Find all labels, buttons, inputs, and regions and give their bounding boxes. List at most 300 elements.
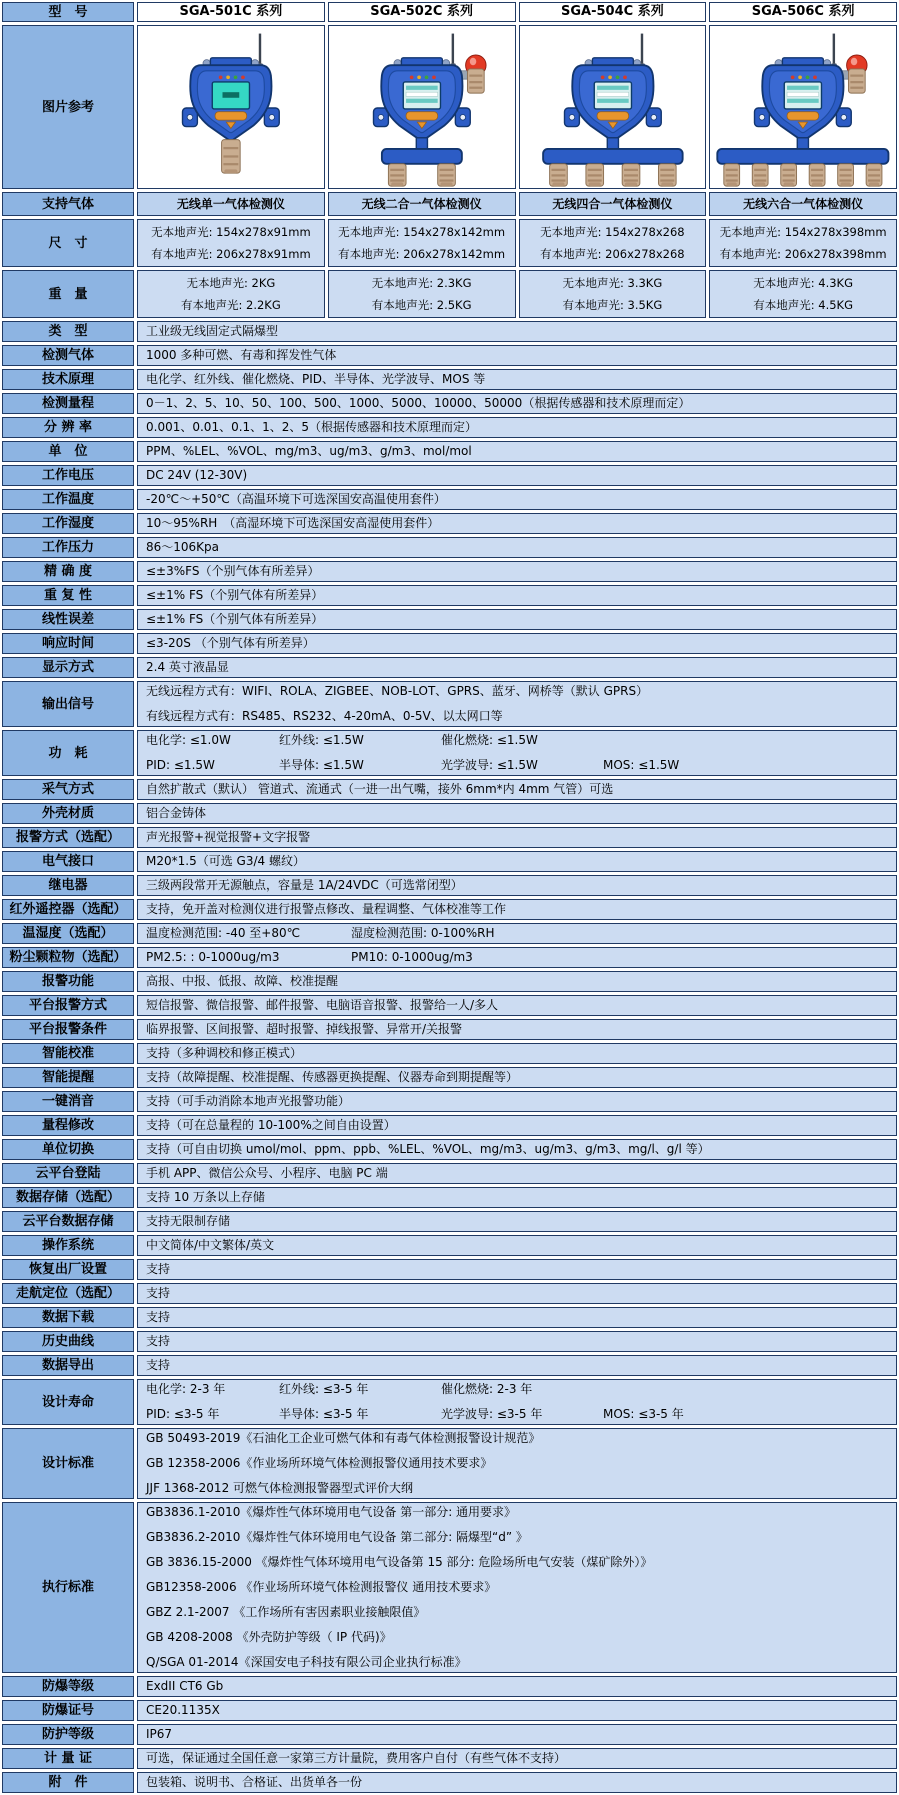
spec-value-line [146,998,888,1013]
spec-value-segment: 手机 APP、微信公众号、小程序、电脑 PC 端 [146,1166,388,1180]
weight-value [519,270,707,318]
spec-value-line [146,540,888,555]
spec-value-segment: 半导体: ≤1.5W [279,758,364,772]
spec-label: 工作电压 [2,465,134,486]
spec-value-line [146,660,888,675]
spec-value [137,1355,897,1376]
spec-label: 报警功能 [2,971,134,992]
spec-row [2,1115,897,1136]
spec-value-segment: M20*1.5（可选 G3/4 螺纹） [146,854,305,868]
spec-row [2,1772,897,1793]
spec-row [2,321,897,342]
spec-row [2,393,897,414]
spec-value [137,609,897,630]
spec-row [2,803,897,824]
spec-label: 技术原理 [2,369,134,390]
spec-value [137,1772,897,1793]
spec-label: 重 复 性 [2,585,134,606]
spec-value-segment: 中文简体/中文繁体/英文 [146,1238,275,1252]
spec-value [137,393,897,414]
spec-value [137,1428,897,1499]
spec-value [137,513,897,534]
spec-value [137,827,897,848]
model-name-sga506c: SGA-506C 系列 [709,2,897,22]
spec-value-segment: 工业级无线固定式隔爆型 [146,324,279,338]
spec-label: 采气方式 [2,779,134,800]
model-row-label: 型 号 [2,2,134,22]
spec-value-line [146,854,888,869]
spec-row [2,1259,897,1280]
spec-value [137,1211,897,1232]
spec-value-line [146,733,888,748]
detector-sensor [753,164,769,186]
spec-value-segment: 催化燃烧: ≤1.5W [441,733,538,747]
dimension-line: 有本地声光: 206x278x398mm [719,247,887,261]
detector-sensor [388,164,406,186]
weight-line: 有本地声光: 2.5KG [371,298,472,312]
spec-value-segment: 支持（可在总量程的 10-100%之间自由设置） [146,1118,396,1132]
spec-value-line [146,516,888,531]
spec-value-segment: 短信报警、微信报警、邮件报警、电脑语音报警、报警给一人/多人 [146,998,499,1012]
spec-label: 类 型 [2,321,134,342]
spec-value [137,1115,897,1136]
spec-value-line [146,1530,888,1545]
weight-value [137,270,325,318]
spec-value-line [146,564,888,579]
comparison-table [2,2,897,318]
dimension-line: 有本地声光: 206x278x91mm [151,247,311,261]
spec-value-segment: 半导体: ≤3-5 年 [279,1407,369,1421]
spec-label: 功 耗 [2,730,134,776]
spec-value-segment: 86～106Kpa [146,540,220,554]
product-image [709,25,897,189]
spec-label: 分 辨 率 [2,417,134,438]
spec-value-segment: -20℃～+50℃（高温环境下可选深国安高温使用套件） [146,492,446,506]
spec-value-segment: ≤±1% FS（个别气体有所差异） [146,588,324,602]
spec-value-line [146,1070,888,1085]
spec-value-segment: 支持（多种调校和修正模式） [146,1046,303,1060]
manifold-block [543,149,683,164]
spec-value-segment: IP67 [146,1727,173,1741]
spec-label: 防爆等级 [2,1676,134,1697]
lcd-screen [785,82,822,109]
spec-label: 走航定位（选配） [2,1283,134,1304]
spec-value [137,561,897,582]
spec-value-line [146,878,888,893]
dimension-row [2,219,897,267]
spec-label: 一键消音 [2,1091,134,1112]
spec-row [2,1139,897,1160]
spec-value-line [146,1190,888,1205]
spec-value [137,779,897,800]
spec-row [2,827,897,848]
spec-value-line [146,684,888,699]
model-name-sga502c: SGA-502C 系列 [328,2,516,22]
model-name-sga501c: SGA-501C 系列 [137,2,325,22]
spec-value-line [146,1555,888,1570]
detector-sensor [838,164,854,186]
spec-value-line [146,324,888,339]
support-value: 无线单一气体检测仪 [137,192,325,216]
spec-row [2,1502,897,1673]
spec-value-segment: GB 3836.15-2000 《爆炸性气体环境用电气设备第 15 部分: 危险场所电气安装（煤矿除外）》 [146,1555,653,1569]
spec-label: 报警方式（选配） [2,827,134,848]
spec-value-line [146,1456,888,1471]
support-row-label: 支持气体 [2,192,134,216]
spec-value-line [146,1407,888,1422]
weight-line: 无本地声光: 4.3KG [753,276,854,290]
dimension-line: 无本地声光: 154x278x268 [540,225,685,239]
spec-value-line [146,1238,888,1253]
spec-row [2,1163,897,1184]
spec-row [2,1091,897,1112]
spec-value-segment: 铝合金铸体 [146,806,207,820]
spec-row [2,609,897,630]
spec-value-segment: PPM、%LEL、%VOL、mg/m3、ug/m3、g/m3、mol/mol [146,444,472,458]
spec-value [137,947,897,968]
spec-value-line [146,468,888,483]
spec-label: 防护等级 [2,1724,134,1745]
spec-value-segment: 0－1、2、5、10、50、100、500、1000、5000、10000、50000（根据传感器和技术原理而定） [146,396,691,410]
spec-value [137,1379,897,1425]
spec-value [137,1019,897,1040]
spec-label: 操作系统 [2,1235,134,1256]
spec-value-line [146,1605,888,1620]
spec-label: 恢复出厂设置 [2,1259,134,1280]
dimension-line: 有本地声光: 206x278x268 [540,247,685,261]
spec-label: 数据导出 [2,1355,134,1376]
spec-value-segment: JJF 1368-2012 可燃气体检测报警器型式评价大纲 [146,1481,414,1495]
spec-value-segment: Q/SGA 01-2014《深国安电子科技有限公司企业执行标准》 [146,1655,467,1669]
spec-label: 设计标准 [2,1428,134,1499]
spec-value-segment: 红外线: ≤1.5W [279,733,364,747]
spec-value [137,657,897,678]
spec-value [137,1283,897,1304]
dimension-line: 无本地声光: 154x278x142mm [338,225,506,239]
spec-value [137,875,897,896]
spec-row [2,537,897,558]
spec-value [137,1235,897,1256]
weight-value [328,270,516,318]
spec-value-segment: GB 12358-2006《作业场所环境气体检测报警仪通用技术要求》 [146,1456,493,1470]
spec-value-line [146,1262,888,1277]
spec-label: 单 位 [2,441,134,462]
spec-value-segment: 0.001、0.01、0.1、1、2、5（根据传感器和技术原理而定） [146,420,478,434]
spec-value-segment: 临界报警、区间报警、超时报警、掉线报警、异常开/关报警 [146,1022,463,1036]
detector-sensor [585,164,603,186]
dimension-row-label: 尺 寸 [2,219,134,267]
dimension-value [137,219,325,267]
spec-value-line [146,1022,888,1037]
dimension-line: 无本地声光: 154x278x398mm [719,225,887,239]
product-image [519,25,707,189]
spec-value [137,1259,897,1280]
spec-value-line [146,1655,888,1670]
lcd-screen [212,82,249,109]
spec-label: 云平台数据存储 [2,1211,134,1232]
spec-value-segment: 10～95%RH （高湿环境下可选深国安高湿使用套件） [146,516,440,530]
model-name-sga504c: SGA-504C 系列 [519,2,707,22]
spec-value-line [146,396,888,411]
spec-value-line [146,1679,888,1694]
wireless-4in1-gas-detector [520,28,706,188]
spec-value-line [146,1727,888,1742]
manifold-block [382,149,462,164]
spec-value-line [146,950,888,965]
spec-row [2,585,897,606]
spec-value-line [146,348,888,363]
spec-value-segment: 温度检测范围: -40 至+80℃ [146,926,301,940]
weight-line: 有本地声光: 2.2KG [180,298,281,312]
spec-label: 工作湿度 [2,513,134,534]
spec-value-line [146,1166,888,1181]
wireless-6in1-gas-detector [710,28,896,188]
spec-value [137,537,897,558]
spec-value-line [146,1214,888,1229]
spec-value-line [146,492,888,507]
spec-value [137,1187,897,1208]
wireless-single-gas-detector [138,28,324,188]
spec-label: 粉尘颗粒物（选配） [2,947,134,968]
spec-row [2,369,897,390]
weight-line: 无本地声光: 3.3KG [562,276,663,290]
spec-row [2,1211,897,1232]
spec-row [2,851,897,872]
spec-value-line [146,1382,888,1397]
spec-value [137,851,897,872]
spec-value [137,971,897,992]
spec-value-line [146,1775,888,1790]
spec-value-line [146,420,888,435]
spec-value [137,1700,897,1721]
spec-row [2,681,897,727]
detector-sensor [222,140,241,173]
spec-value-segment: ExdII CT6 Gb [146,1679,224,1693]
spec-label: 电气接口 [2,851,134,872]
spec-value-segment: 电化学: ≤1.0W [146,733,231,747]
spec-value-line [146,926,888,941]
spec-value [137,1748,897,1769]
spec-row [2,465,897,486]
spec-value [137,465,897,486]
spec-value-line [146,902,888,917]
spec-row [2,923,897,944]
spec-row [2,633,897,654]
spec-value [137,1043,897,1064]
spec-value-line [146,1481,888,1496]
spec-row [2,1379,897,1425]
dimension-line: 有本地声光: 206x278x142mm [338,247,506,261]
support-value: 无线二合一气体检测仪 [328,192,516,216]
spec-value-segment: 高报、中报、低报、故障、校准提醒 [146,974,339,988]
spec-value-line [146,636,888,651]
spec-value-segment: 支持 [146,1262,171,1276]
weight-line: 有本地声光: 3.5KG [562,298,663,312]
wireless-2in1-gas-detector [329,28,515,188]
detector-sensor [549,164,567,186]
image-row [2,25,897,189]
spec-value [137,369,897,390]
spec-value-line [146,372,888,387]
support-value: 无线四合一气体检测仪 [519,192,707,216]
spec-label: 外壳材质 [2,803,134,824]
spec-row [2,1748,897,1769]
spec-value-line [146,1094,888,1109]
weight-row [2,270,897,318]
detector-sensor [622,164,640,186]
spec-value [137,1724,897,1745]
spec-value [137,681,897,727]
spec-row [2,730,897,776]
weight-line: 有本地声光: 4.5KG [753,298,854,312]
spec-label: 执行标准 [2,1502,134,1673]
spec-row [2,657,897,678]
spec-value-segment: MOS: ≤3-5 年 [603,1407,684,1421]
spec-row [2,1676,897,1697]
spec-value-segment: ≤3-20S （个别气体有所差异） [146,636,315,650]
spec-value [137,489,897,510]
lcd-screen [403,82,440,109]
spec-value [137,730,897,776]
spec-value-segment: PM2.5: : 0-1000ug/m3 [146,950,280,964]
spec-value [137,1307,897,1328]
spec-row [2,947,897,968]
spec-value-segment: 支持无限制存储 [146,1214,231,1228]
spec-row [2,1307,897,1328]
spec-value-segment: 无线远程方式有：WIFI、ROLA、ZIGBEE、NOB-LOT、GPRS、蓝牙、网桥等（默认 GPRS） [146,684,649,698]
spec-row [2,513,897,534]
spec-value-segment: CE20.1135X [146,1703,220,1717]
spec-value-segment: PID: ≤1.5W [146,758,215,772]
spec-value [137,1331,897,1352]
spec-value [137,345,897,366]
spec-label: 检测量程 [2,393,134,414]
spec-value-segment: 1000 多种可燃、有毒和挥发性气体 [146,348,337,362]
spec-value-segment: 有线远程方式有：RS485、RS232、4-20mA、0-5V、以太网口等 [146,709,503,723]
spec-row [2,345,897,366]
spec-label: 数据下载 [2,1307,134,1328]
spec-row [2,995,897,1016]
spec-row [2,1187,897,1208]
spec-label: 单位切换 [2,1139,134,1160]
spec-row [2,1283,897,1304]
spec-row [2,1067,897,1088]
spec-row [2,1019,897,1040]
spec-row [2,779,897,800]
spec-value-segment: 支持（故障提醒、校准提醒、传感器更换提醒、仪器寿命到期提醒等） [146,1070,519,1084]
spec-label: 响应时间 [2,633,134,654]
spec-value-line [146,1703,888,1718]
detector-sensor [866,164,882,186]
spec-value [137,1163,897,1184]
spec-value-segment: 自然扩散式（默认） 管道式、流通式（一进一出气嘴，接外 6mm*内 4mm 气管）可选 [146,782,614,796]
spec-value [137,417,897,438]
spec-row [2,1428,897,1499]
spec-row [2,1235,897,1256]
spec-value [137,321,897,342]
spec-row [2,441,897,462]
spec-value-line [146,830,888,845]
spec-value-line [146,588,888,603]
spec-value [137,1676,897,1697]
spec-value-line [146,612,888,627]
dimension-line: 无本地声光: 154x278x91mm [151,225,311,239]
spec-value-segment: 支持 [146,1286,171,1300]
spec-table [2,321,897,1793]
spec-value-line [146,1334,888,1349]
spec-value-line [146,1358,888,1373]
spec-label: 平台报警方式 [2,995,134,1016]
spec-label: 量程修改 [2,1115,134,1136]
spec-label: 计 量 证 [2,1748,134,1769]
spec-value-segment: 三级两段常开无源触点，容量是 1A/24VDC（可选常闭型） [146,878,463,892]
detector-sensor [658,164,676,186]
support-value: 无线六合一气体检测仪 [709,192,897,216]
model-header-row [2,2,897,22]
spec-value-line [146,806,888,821]
spec-value-segment: 光学波导: ≤3-5 年 [441,1407,543,1421]
spec-label: 数据存储（选配） [2,1187,134,1208]
spec-value-segment: 声光报警+视觉报警+文字报警 [146,830,311,844]
spec-value-line [146,1630,888,1645]
spec-value [137,1139,897,1160]
spec-label: 线性误差 [2,609,134,630]
spec-label: 附 件 [2,1772,134,1793]
spec-value [137,899,897,920]
spec-value-line [146,1580,888,1595]
spec-label: 防爆证号 [2,1700,134,1721]
spec-value [137,585,897,606]
spec-value-segment: 光学波导: ≤1.5W [441,758,538,772]
dimension-value [328,219,516,267]
detector-sensor [724,164,740,186]
spec-label: 显示方式 [2,657,134,678]
spec-value-line [146,1142,888,1157]
dimension-value [519,219,707,267]
spec-label: 平台报警条件 [2,1019,134,1040]
spec-value-segment: 支持（可手动消除本地声光报警功能） [146,1094,351,1108]
spec-value-line [146,758,888,773]
spec-value-segment: 红外线: ≤3-5 年 [279,1382,369,1396]
spec-value-line [146,974,888,989]
spec-value-segment: MOS: ≤1.5W [603,758,680,772]
spec-row [2,1331,897,1352]
spec-value-line [146,782,888,797]
spec-value-segment: DC 24V (12-30V) [146,468,248,482]
spec-value-segment: PM10: 0-1000ug/m3 [351,950,473,964]
spec-label: 工作压力 [2,537,134,558]
lcd-screen [594,82,631,109]
spec-value-line [146,1310,888,1325]
spec-value-line [146,1431,888,1446]
spec-value-segment: GB3836.1-2010《爆炸性气体环境用电气设备 第一部分: 通用要求》 [146,1505,517,1519]
spec-value-segment: 可选，保证通过全国任意一家第三方计量院，费用客户自付（有些气体不支持） [146,1751,567,1765]
detector-sensor [781,164,797,186]
spec-label: 继电器 [2,875,134,896]
spec-row [2,1700,897,1721]
spec-value-line [146,1505,888,1520]
spec-value-segment: GB3836.2-2010《爆炸性气体环境用电气设备 第二部分: 隔爆型“d” 》 [146,1530,528,1544]
image-row-label: 图片参考 [2,25,134,189]
manifold-block [718,149,889,164]
spec-value [137,1091,897,1112]
spec-value-segment: 2.4 英寸液晶显 [146,660,229,674]
spec-value-segment: 支持 [146,1358,171,1372]
spec-label: 温湿度（选配） [2,923,134,944]
spec-value-segment: 支持 10 万条以上存储 [146,1190,265,1204]
spec-row [2,1355,897,1376]
weight-value [709,270,897,318]
